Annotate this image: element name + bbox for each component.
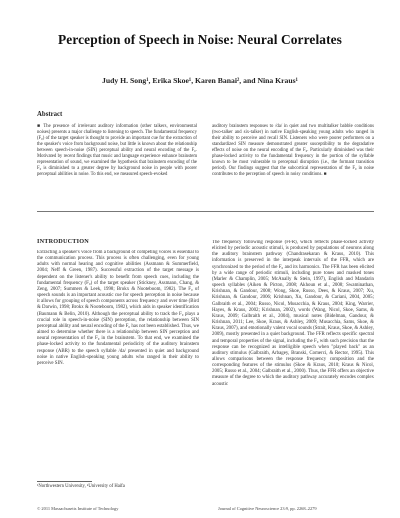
section-marker-icon: ■ (37, 124, 42, 129)
journal-footer: Journal of Cognitive Neuroscience 23:9, pp. 2268–2279 (218, 506, 317, 511)
abstract-text-right: auditory brainstem responses to /da/ in quiet and two multitalker babble conditions (two-talker and six-talker) in native English-speaking young adults who ranged in their ability to perceive and recall SIN. Listeners who were poorer performers on a standardized SIN measure demonstrated greater susceptibility to the degradative effects of noise on the neural encoding of the F₀. Particularly diminished was their phase-locked activity to the fundamental frequency in the portion of the syllable known to be most vulnerable to perceptual disruption (i.e., the formant transition period). Our findings suggest that the subcortical representation of the F₀ in noise contributes to the perception of speech in noisy conditions. ■ (212, 124, 374, 177)
author-list: Judy H. Song¹, Erika Skoe¹, Karen Banai², and Nina Kraus¹ (102, 76, 298, 85)
abstract-heading: Abstract (37, 111, 63, 118)
abstract-left-body: The presence of irrelevant auditory information (other talkers, environmental noises) presents a major challenge to listening to speech. The fundamental frequency (F₀) of the target speaker is thought to provide an important cue for the extraction of the speaker's voice from background noise, but little is known about the relationship between speech-in-noise (SIN) perceptual ability and neural encoding of the F₀. Motivated by recent findings that music and language experience enhance brainstem representation of sound, we examined the hypothesis that brainstem encoding of the F₀ is diminished to a greater degree by background noise in people with poorer perceptual abilities in noise. To this end, we measured speech-evoked (37, 124, 197, 177)
paper-title: Perception of Speech in Noise: Neural Correlates (58, 32, 342, 47)
introduction-text-left: Extracting a speaker's voice from a background of competing voices is essential to the communication process. This process is often challenging, even for young adults with normal hearing and cognitive abilities (Assmann & Summerfield, 2004; Neff & Green, 1987). Successful extraction of the target message is dependent on the listener's ability to benefit from speech cues, including the fundamental frequency (F₀) of the target speaker (Stickney, Assmann, Chang, & Zeng, 2007; Summers & Leek, 1998; Brokx & Nooteboom, 1982). The F₀ of speech sounds is an important acoustic cue for speech perception in noise because it allows for grouping of speech components across frequency and over time (Bird & Darwin, 1998; Brokx & Nooteboom, 1982), which aids in speaker identification (Baumann & Belin, 2010). Although the perceptual ability to track the F₀ plays a crucial role in speech-in-noise (SIN) perception, the relationship between SIN perceptual ability and neural encoding of the F₀ has not been established. Thus, we aimed to determine whether there is a relationship between SIN perception and neural representation of the F₀ in the brainstem. To that end, we examined the phase-locked activity to the fundamental periodicity of the auditory brainstem response (ABR) to the speech syllable /da/ presented in quiet and background noise in native English-speaking young adults who ranged in their ability to perceive SIN. (37, 250, 199, 366)
footnote-divider (37, 481, 92, 482)
abstract-divider (37, 211, 374, 212)
copyright-footer: © 2011 Massachusetts Institute of Technology (37, 506, 119, 511)
abstract-text-left (37, 124, 197, 178)
introduction-text-right: The frequency following response (FFR), which reflects phase-locked activity elicited by periodic acoustic stimuli, is produced by populations of neurons along the auditory brainstem pathway (Chandrasekaran & Kraus, 2010). This information is preserved in the interpeak intervals of the FFR, which are synchronized to the period of the F₀ and its harmonics. The FFR has been elicited by a wide range of periodic stimuli, including pure tones and masked tones (Marler & Champlin, 2005; McAnally & Stein, 1997), English and Mandarin speech syllables (Aiken & Picton, 2008; Akhoun et al., 2008; Swaminathan, Krishnan, & Gandour, 2008; Wong, Skoe, Russo, Dees, & Kraus, 2007; Xu, Krishnan, & Gandour, 2006; Krishnan, Xu, Gandour, & Cariani, 2004, 2005; Galbraith et al., 2004; Russo, Nicol, Musacchia, & Kraus, 2004; King, Warrier, Hayes, & Kraus, 2002; Krishnan, 2002), words (Wang, Nicol, Skoe, Sams, & Kraus, 2009; Galbraith et al., 2004), musical notes (Bidelman, Gandour, & Krishnan, 2011; Lee, Skoe, Kraus, & Ashley, 2009; Musacchia, Sams, Skoe, & Kraus, 2007), and emotionally valent vocal sounds (Strait, Kraus, Skoe, & Ashley, 2009), mostly presented in a quiet background. The FFR reflects specific spectral and temporal properties of the signal, including the F₀ with such precision that the response can be recognized as intelligible speech when "played back" as an auditory stimulus (Galbraith, Arbagey, Branski, Comerci, & Rector, 1995). This allows comparisons between the response frequency composition and the corresponding features of the stimulus (Skoe & Kraus, 2010; Kraus & Nicol, 2005; Russo et al., 2004; Galbraith et al., 2000). Thus, the FFR offers an objective measure of the degree to which the auditory pathway accurately encodes complex acoustic (212, 240, 374, 387)
affiliation-footnote: ¹Northwestern University, ²University of Haifa (37, 484, 125, 489)
introduction-heading: INTRODUCTION (37, 238, 89, 245)
